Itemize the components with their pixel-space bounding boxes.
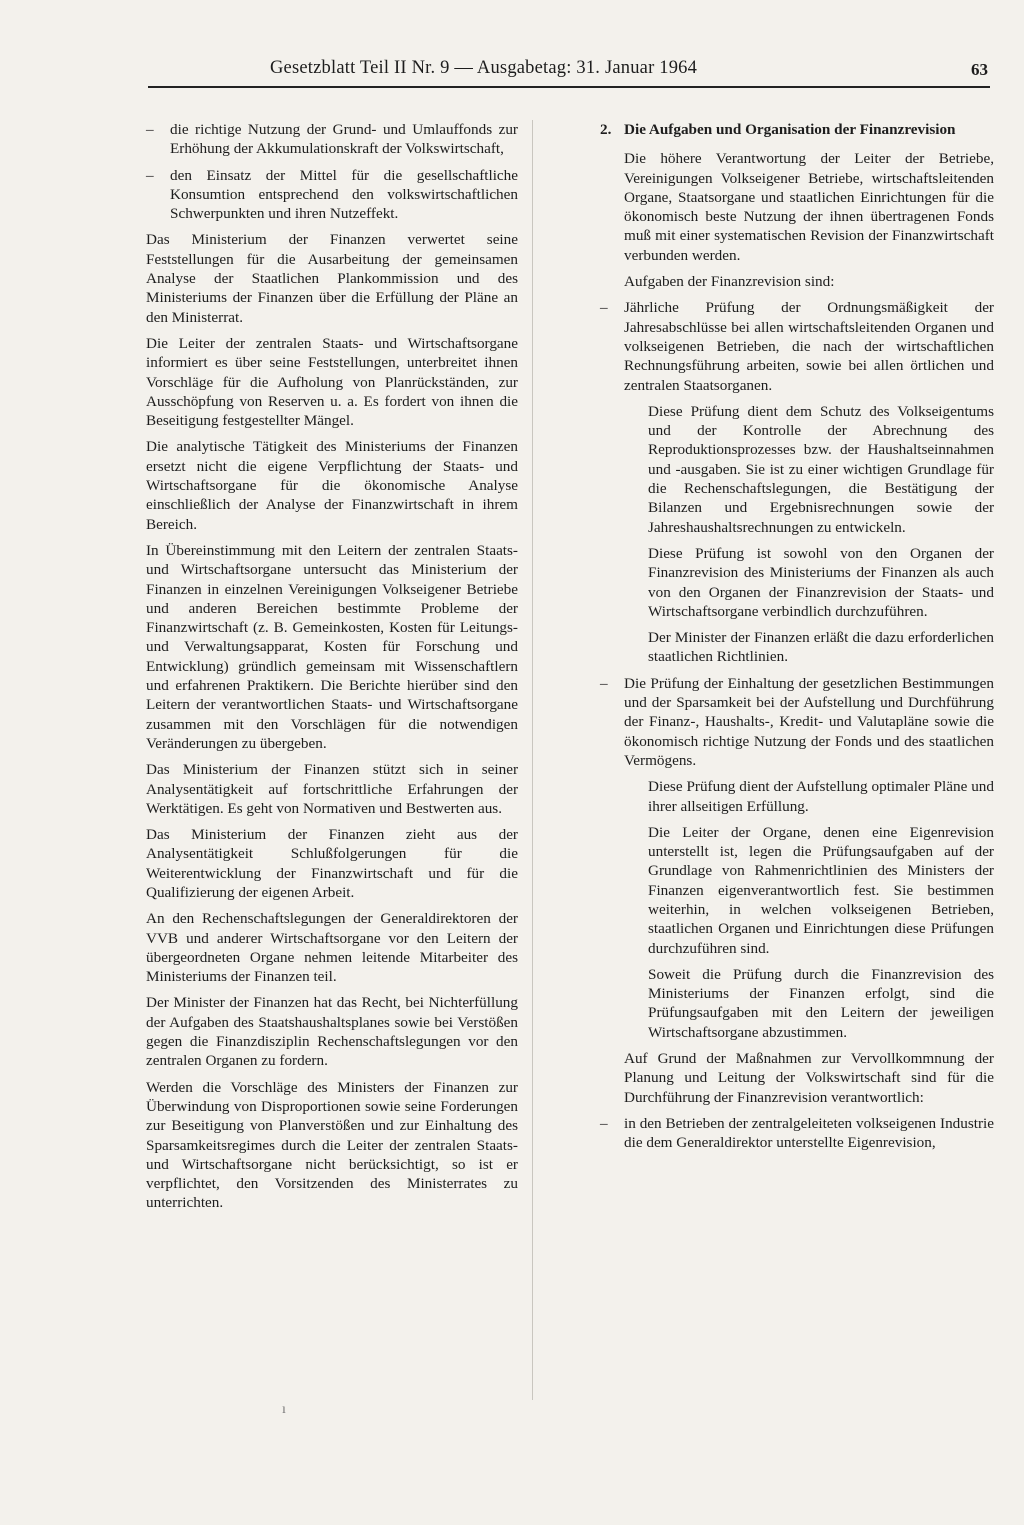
list-item-text: die richtige Nutzung der Grund- und Umlauffonds zur Erhöhung der Akkumulationskraft der Volkswirtschaft, [170, 121, 518, 158]
section-title: Die Aufgaben und Organisation der Finanzrevision [624, 121, 956, 138]
list-item [600, 674, 994, 770]
right-column [600, 120, 994, 1160]
dash-bullet: – [600, 299, 608, 317]
dash-bullet: – [600, 674, 608, 692]
section-heading [600, 120, 994, 139]
paragraph: Die Leiter der zentralen Staats- und Wirtschaftsorgane informiert es über seine Feststellungen, unterbreitet ihnen Vorschläge für die Aufholung von Planrückständen, zur Ausschöpfung von Reserven u. a. Es fordert von ihnen die Beseitigung festgestellter Mängel. [146, 334, 518, 430]
closing-paragraph: Auf Grund der Maßnahmen zur Vervollkommnung der Planung und Leitung der Volkswirtschaft sind für die Durchführung der Finanzrevision verantwortlich: [624, 1050, 994, 1106]
sub-paragraph: Die Leiter der Organe, denen eine Eigenrevision unterstellt ist, legen die Prüfungsaufgaben auf der Grundlage von Rahmenrichtlinien des Ministers der Finanzen eigenverantwortlich fest. Sie bestimmen weiterhin, in welchen volkseigenen Betrieben, staatlichen Organen und Einrichtungen diese Prüfungen durchzuführen sind. [648, 823, 994, 957]
paragraph: Das Ministerium der Finanzen stützt sich in seiner Analysentätigkeit auf fortschrittliche Erfahrungen der Werktätigen. Es geht von Normativen und Bestwerten aus. [146, 761, 518, 817]
dash-bullet: – [146, 121, 154, 138]
list-item [600, 298, 994, 394]
paragraph: Der Minister der Finanzen hat das Recht, bei Nichterfüllung der Aufgaben des Staatshaushaltsplanes sowie bei Verstößen gegen die Finanzdisziplin Rechenschaftslegungen vor den zentralen Organen zu fordern. [146, 994, 518, 1070]
sub-paragraph: Soweit die Prüfung durch die Finanzrevision des Ministeriums der Finanzen erfolgt, sind die Prüfungsaufgaben mit den Leitern der jeweiligen Wirtschaftsorgane abzustimmen. [648, 965, 994, 1041]
paragraph: An den Rechenschaftslegungen der Generaldirektoren der VVB und anderer Wirtschaftsorgane vor den Leitern der übergeordneten Organe nehmen leitende Mitarbeiter des Ministeriums der Finanzen teil. [146, 910, 518, 986]
paragraph: Das Ministerium der Finanzen verwertet seine Feststellungen für die Ausarbeitung der gemeinsamen Analyse der Staatlichen Plankommission und des Ministeriums der Finanzen über die Erfüllung der Pläne an den Ministerrat. [146, 231, 518, 326]
paragraph: Die analytische Tätigkeit des Ministeriums der Finanzen ersetzt nicht die eigene Verpflichtung der Staats- und Wirtschaftsorgane für die ökonomische Analyse einschließlich der Analyse der Finanzwirtschaft in ihrem Bereich. [146, 438, 518, 533]
list-item-text: Jährliche Prüfung der Ordnungsmäßigkeit der Jahresabschlüsse bei allen wirtschaftsleitenden Organen und volkseigenen Betrieben, die nach der wirtschaftlichen Rechnungsführung arbeiten, sowie bei allen örtlichen und zentralen Staatsorganen. [624, 299, 994, 394]
list-item [146, 166, 518, 224]
column-divider [532, 120, 533, 1400]
page-number: 63 [971, 60, 988, 79]
dash-bullet: – [146, 166, 154, 184]
tasks-heading: Aufgaben der Finanzrevision sind: [624, 273, 835, 291]
dash-bullet: – [600, 1114, 608, 1132]
list-item [600, 1114, 994, 1153]
left-column [146, 120, 518, 1220]
sub-paragraph: Diese Prüfung ist sowohl von den Organen der Finanzrevision des Ministeriums der Finanzen als auch von den Organen der Finanzrevision der Staats- und Wirtschaftsorgane verbindlich durchzuführen. [648, 544, 994, 620]
sub-paragraph: Diese Prüfung dient der Aufstellung optimaler Pläne und ihrer allseitigen Erfüllung. [648, 778, 994, 815]
page-header [148, 58, 990, 88]
list-item [146, 120, 518, 159]
sub-paragraph: Diese Prüfung dient dem Schutz des Volkseigentums und der Kontrolle der Abrechnung des Reproduktionsprozesses bzw. der Haushaltseinnahmen und -ausgaben. Sie ist zu einer wichtigen Grundlage für die Rechenschaftslegungen, die Bestätigung der Bilanzen und Ergebnisrechnungen sowie der Jahreshaushaltsrechnungen zu entwickeln. [648, 402, 994, 536]
paragraph: In Übereinstimmung mit den Leitern der zentralen Staats- und Wirtschaftsorgane untersucht das Ministerium der Finanzen in einzelnen Vereinigungen Volkseigener Betriebe und anderen Bereichen bestimmte Probleme der Finanzwirtschaft (z. B. Gemeinkosten, Kosten für Leitungs- und Verwaltungsapparat, Kosten für Forschung und Entwicklung) gründlich gemeinsam mit Wissenschaftlern und erfahrenen Praktikern. Die Berichte hierüber sind den Leitern der verantwortlichen Staats- und Wirtschaftsorgane zusammen mit den Vorschlägen für die notwendigen Veränderungen zu übergeben. [146, 541, 518, 752]
header-title: Gesetzblatt Teil II Nr. 9 — Ausgabetag: 31. Januar 1964 [270, 58, 698, 78]
sub-paragraph: Der Minister der Finanzen erläßt die dazu erforderlichen staatlichen Richtlinien. [648, 629, 994, 666]
paragraph: Das Ministerium der Finanzen zieht aus der Analysentätigkeit Schlußfolgerungen für die Weiterentwicklung der Finanzwirtschaft und für die Qualifizierung der eigenen Arbeit. [146, 826, 518, 901]
intro-paragraph: Die höhere Verantwortung der Leiter der Betriebe, Vereinigungen Volkseigener Betriebe, wirtschaftsleitenden Organe, Staatsorgane und staatlichen Einrichtungen für die ökonomisch beste Nutzung der ihnen übertragenen Fonds muß mit einer systematischen Revision der Finanzwirtschaft verbunden werden. [624, 150, 994, 264]
list-item-text: Die Prüfung der Einhaltung der gesetzlichen Bestimmungen und der Sparsamkeit bei der Aufstellung und Durchführung der Finanz-, Haushalts-, Kredit- und Valutapläne sowie die ökonomisch richtige Nutzung der Fonds und des staatlichen Vermögens. [624, 674, 994, 769]
list-item-text: den Einsatz der Mittel für die gesellschaftliche Konsumtion entsprechend den volkswirtschaftlichen Schwerpunkten und ihren Nutzeffekt. [170, 166, 518, 223]
paragraph: Werden die Vorschläge des Ministers der Finanzen zur Überwindung von Disproportionen sowie seine Forderungen zur Beseitigung von Planverstößen und zur Einhaltung des Sparsamkeitsregimes durch die Leiter der zentralen Staats- und Wirtschaftsorgane nicht berücksichtigt, so ist er verpflichtet, den Vorsitzenden des Ministerrates zu unterrichten. [146, 1078, 518, 1212]
section-number: 2. [600, 121, 612, 138]
list-item-text: in den Betrieben der zentralgeleiteten volkseigenen Industrie die dem Generaldirektor unterstellte Eigenrevision, [624, 1114, 994, 1152]
scan-speck: ı [282, 1402, 286, 1417]
